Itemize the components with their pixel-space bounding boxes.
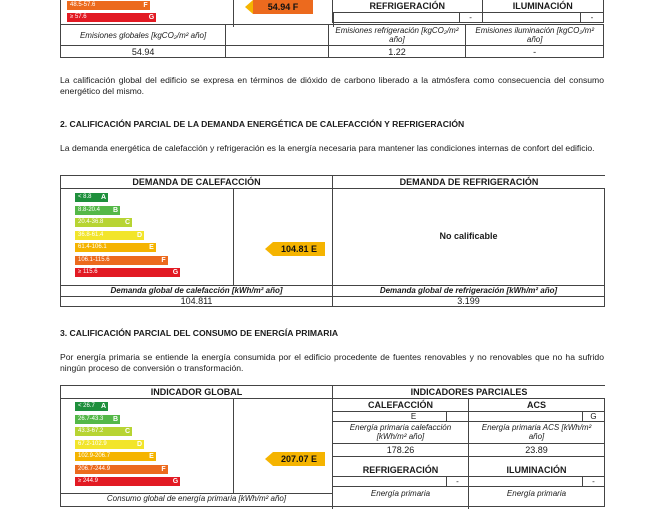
rating-bar-d	[75, 440, 143, 449]
paragraph-emissions: La calificación global del edificio se expresa en términos de dióxido de carbono liberado a la atmósfera como consecuencia del consumo energético del mismo.	[60, 75, 604, 96]
primary-energy-panel	[60, 385, 605, 507]
ilum-primary-label: Energía primaria	[506, 489, 567, 498]
rating-bar-a	[75, 402, 107, 411]
ilum-header: ILUMINACIÓN	[482, 0, 603, 13]
global-emissions-value: 54.94	[61, 46, 226, 58]
rating-bar-letter: C	[124, 428, 131, 435]
rating-bar-label: ≥ 115.6	[78, 269, 98, 275]
rating-bar-label: 20.4-36.8	[78, 219, 104, 225]
heat-demand-scale	[61, 176, 233, 286]
heat-global-label: Demanda global de calefacción [kWh/m² año]	[110, 286, 283, 295]
heat-partial-letter: E	[410, 412, 417, 421]
refrig-emissions-label: Emisiones refrigeración [kgCO₂/m² año]	[328, 25, 466, 46]
refrig-partial-cell: -	[456, 477, 459, 486]
rating-bar-label: 102.9-206.7	[78, 453, 111, 459]
rating-bar-label: < 8.8	[78, 194, 92, 200]
rating-bar-f	[75, 256, 167, 265]
rating-bar-e	[75, 452, 155, 461]
rating-bar-b	[75, 415, 119, 424]
rating-bar-letter: C	[124, 219, 131, 226]
primary-energy-rating-arrow: 207.07 E	[273, 452, 325, 466]
rating-bar-f: 48.5-57.6 F	[67, 1, 149, 10]
rating-bar-label: 206.7-244.9	[78, 465, 111, 472]
rating-bar-letter: E	[147, 243, 156, 252]
acs-partial-value: 23.89	[525, 445, 548, 455]
global-emissions-label: Emisiones globales [kgCO₂/m² año]	[61, 25, 226, 46]
rating-bar-label: 36.8-61.4	[78, 231, 104, 238]
acs-partial-letter: G	[590, 412, 597, 421]
rating-bar-label: 43.3-67.2	[78, 428, 104, 434]
top-partial-table: REFRIGERACIÓN ILUMINACIÓN - -	[332, 0, 604, 23]
refrig-emissions-value: 1.22	[328, 46, 466, 58]
rating-bar-letter: B	[112, 206, 119, 214]
rating-bar-label: 67.2-102.9	[78, 440, 107, 447]
rating-bar-c	[75, 427, 131, 436]
section3-text: Por energía primaria se entiende la energía consumida por el edificio procedente de fuentes renovables y no renovables que no ha sufrido ningún proceso de conversión o transformación.	[60, 352, 604, 373]
cool-demand-status: No calificable	[439, 231, 498, 241]
rating-bar-letter: D	[136, 231, 143, 239]
rating-bar-e	[75, 243, 155, 252]
top-emissions-table	[60, 24, 604, 58]
refrig-partial-header: REFRIGERACIÓN	[333, 464, 468, 476]
rating-bar-letter: B	[112, 415, 119, 423]
acs-partial-label: Energía primaria ACS [kWh/m² año]	[481, 423, 592, 441]
rating-bar-label: < 26.7	[78, 403, 95, 409]
section3-title: 3. CALIFICACIÓN PARCIAL DEL CONSUMO DE ENERGÍA PRIMARIA	[60, 328, 339, 338]
cool-demand-header: DEMANDA DE REFRIGERACIÓN	[332, 176, 605, 189]
refrig-header: REFRIGERACIÓN	[333, 0, 483, 13]
acs-partial-header: ACS	[469, 399, 604, 411]
rating-bar-f	[75, 465, 167, 474]
demand-panel	[60, 175, 605, 307]
rating-bar-g: ≥ 57.6 G	[67, 13, 155, 22]
rating-bar-label: 106.1-115.6	[78, 256, 110, 263]
global-indicator-header: INDICADOR GLOBAL	[61, 386, 332, 399]
heat-global-value: 104.811	[180, 296, 213, 306]
section2-text: La demanda energética de calefacción y refrigeración es la energía necesaria para mantener las condiciones internas de confort del edificio.	[60, 143, 595, 153]
heat-partial-value: 178.26	[386, 445, 415, 455]
heat-demand-rating-arrow: 104.81 E	[273, 242, 325, 256]
rating-bar-label: ≥ 244.9	[78, 478, 98, 484]
rating-bar-letter: A	[100, 403, 107, 410]
rating-bar-label: 26.7-43.3	[78, 415, 104, 422]
rating-bar-b	[75, 206, 119, 215]
rating-bar-letter: G	[172, 478, 179, 485]
ilum-partial-cell: -	[592, 477, 595, 486]
rating-bar-letter: D	[136, 440, 143, 448]
rating-bar-letter: A	[100, 194, 107, 201]
ilum-partial-header: ILUMINACIÓN	[469, 464, 604, 476]
rating-bar-label: 61.4-106.1	[78, 244, 107, 250]
ilum-emissions-label: Emisiones iluminación [kgCO₂/m² año]	[466, 25, 604, 46]
rating-bar-a	[75, 193, 107, 202]
top-rating-arrow: 54.94 F	[253, 0, 313, 14]
refrig-primary-label: Energía primaria	[370, 489, 431, 498]
cool-global-label: Demanda global de refrigeración [kWh/m² año]	[379, 286, 558, 295]
rating-bar-letter: E	[147, 452, 156, 461]
cool-global-value: 3.199	[457, 296, 480, 306]
ilum-emissions-value: -	[466, 46, 604, 58]
heat-demand-header: DEMANDA DE CALEFACCIÓN	[61, 176, 332, 189]
partial-indicators-header: INDICADORES PARCIALES	[332, 386, 605, 399]
rating-bar-letter: F	[159, 465, 168, 474]
primary-global-label: Consumo global de energía primaria [kWh/m² año]	[106, 494, 287, 503]
rating-bar-g	[75, 268, 179, 277]
rating-bar-label: 8.8-20.4	[78, 206, 101, 213]
heat-partial-label: Energía primaria calefacción [kWh/m² año]	[349, 423, 452, 441]
section2-title: 2. CALIFICACIÓN PARCIAL DE LA DEMANDA ENERGÉTICA DE CALEFACCIÓN Y REFRIGERACIÓN	[60, 119, 465, 129]
rating-bar-d	[75, 231, 143, 240]
heat-partial-header: CALEFACCIÓN	[333, 399, 468, 411]
rating-bar-letter: G	[172, 269, 179, 276]
rating-bar-letter: F	[159, 256, 168, 265]
rating-bar-g	[75, 477, 179, 486]
primary-energy-scale	[61, 386, 233, 494]
top-rating-panel	[60, 0, 334, 27]
rating-bar-c	[75, 218, 131, 227]
